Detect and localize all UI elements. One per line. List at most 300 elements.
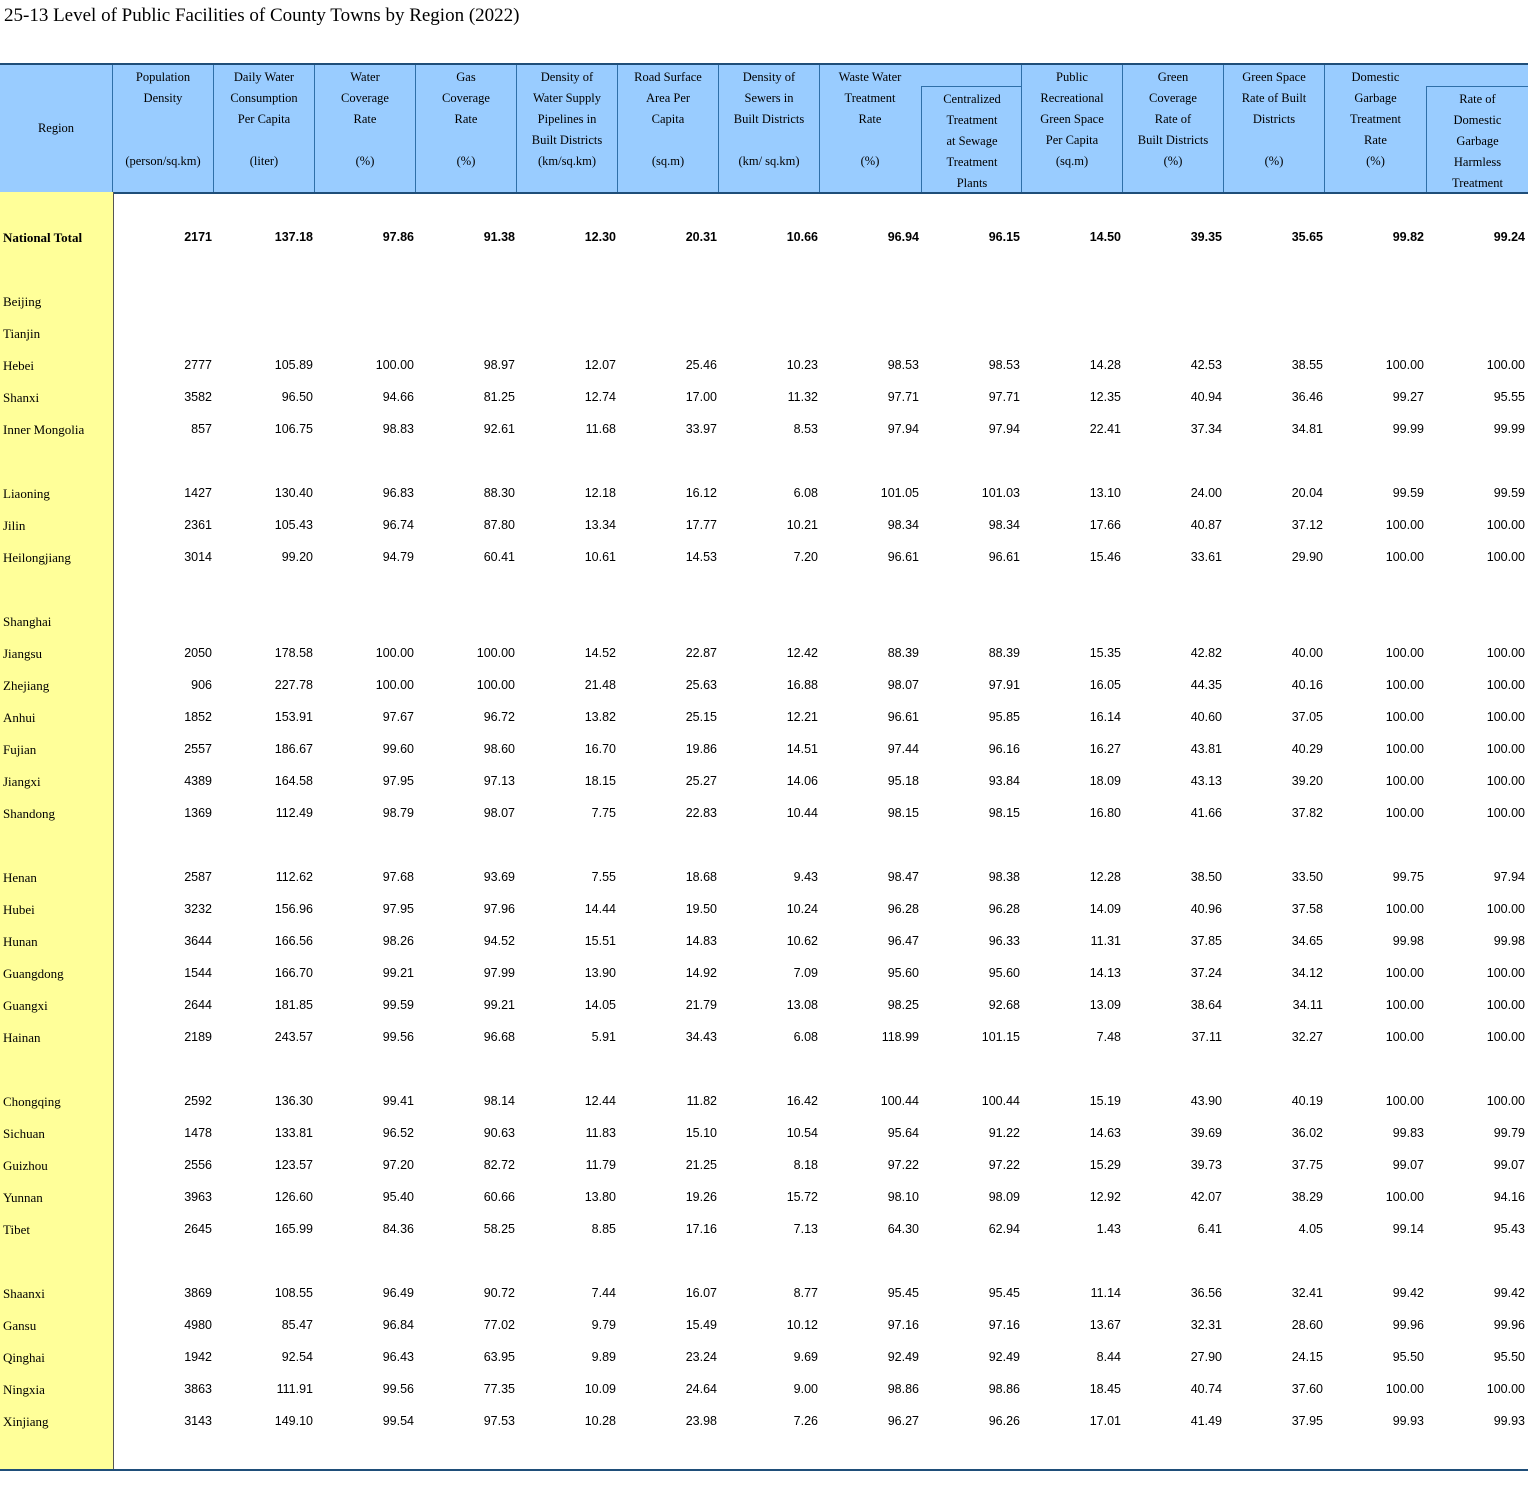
table-cell: 97.71 <box>988 390 1020 404</box>
table-cell: 227.78 <box>274 678 313 692</box>
table-row <box>0 1092 1528 1112</box>
header-col-unit: (%) <box>1264 154 1284 168</box>
table-row <box>0 1124 1528 1144</box>
table-cell: 137.18 <box>274 230 313 244</box>
table-cell: 12.42 <box>786 646 818 660</box>
table-cell: 34.12 <box>1291 966 1323 980</box>
table-cell: 15.10 <box>685 1126 717 1140</box>
table-cell: 98.34 <box>988 518 1020 532</box>
table-row <box>0 388 1528 408</box>
table-cell: 10.66 <box>786 230 818 244</box>
table-cell: 39.69 <box>1190 1126 1222 1140</box>
table-cell: 96.74 <box>382 518 414 532</box>
row-region-label: Fujian <box>3 742 37 757</box>
header-col-line: Gas <box>456 70 476 84</box>
table-cell: 100.00 <box>1385 550 1424 564</box>
table-cell: 100.00 <box>1385 742 1424 756</box>
table-cell: 11.14 <box>1090 1286 1121 1300</box>
table-cell: 37.95 <box>1291 1414 1323 1428</box>
row-region-label: Hubei <box>3 902 35 917</box>
table-cell: 149.10 <box>274 1414 313 1428</box>
header-col-5 <box>517 65 618 192</box>
table-cell: 100.00 <box>375 646 414 660</box>
table-cell: 36.56 <box>1190 1286 1222 1300</box>
table-cell: 97.95 <box>382 902 414 916</box>
table-row <box>0 900 1528 920</box>
header-col-line: Consumption <box>230 91 298 105</box>
table-cell: 126.60 <box>274 1190 313 1204</box>
table-cell: 97.95 <box>382 774 414 788</box>
header-col-label <box>1123 67 1223 151</box>
table-cell: 40.94 <box>1190 390 1222 404</box>
table-cell: 100.00 <box>1486 966 1525 980</box>
table-cell: 97.22 <box>887 1158 919 1172</box>
table-cell: 93.84 <box>988 774 1020 788</box>
table-row <box>0 420 1528 440</box>
table-cell: 40.16 <box>1291 678 1323 692</box>
header-col-line: Built Districts <box>1137 133 1209 147</box>
table-cell: 96.15 <box>988 230 1020 244</box>
table-cell: 9.79 <box>591 1318 616 1332</box>
table-cell: 97.94 <box>887 422 919 436</box>
table-cell: 98.34 <box>887 518 919 532</box>
table-cell: 100.00 <box>1385 806 1424 820</box>
table-cell: 166.56 <box>274 934 313 948</box>
header-col-1 <box>113 65 214 192</box>
header-col-line: Waste Water <box>838 70 902 84</box>
table-cell: 15.49 <box>685 1318 717 1332</box>
table-cell: 243.57 <box>274 1030 313 1044</box>
table-cell: 41.49 <box>1190 1414 1222 1428</box>
table-cell: 18.15 <box>584 774 616 788</box>
table-cell: 12.21 <box>786 710 818 724</box>
table-cell: 19.26 <box>685 1190 717 1204</box>
table-cell: 15.19 <box>1089 1094 1121 1108</box>
table-row <box>0 772 1528 792</box>
table-cell: 64.30 <box>887 1222 919 1236</box>
table-cell: 95.45 <box>988 1286 1020 1300</box>
header-col-label <box>113 67 213 109</box>
table-cell: 100.00 <box>1486 646 1525 660</box>
table-cell: 11.79 <box>585 1158 616 1172</box>
table-row <box>0 292 1528 312</box>
table-cell: 10.54 <box>786 1126 818 1140</box>
table-cell: 12.07 <box>584 358 616 372</box>
table-cell: 99.93 <box>1493 1414 1525 1428</box>
table-cell: 14.50 <box>1089 230 1121 244</box>
table-cell: 99.82 <box>1392 230 1424 244</box>
table-cell: 95.45 <box>887 1286 919 1300</box>
table-cell: 98.15 <box>887 806 919 820</box>
table-cell: 123.57 <box>274 1158 313 1172</box>
table-cell: 7.44 <box>591 1286 616 1300</box>
table-row <box>0 1220 1528 1240</box>
table-cell: 10.28 <box>584 1414 616 1428</box>
header-col-7 <box>719 65 820 192</box>
table-cell: 105.89 <box>274 358 313 372</box>
table-cell: 35.65 <box>1291 230 1323 244</box>
table-row <box>0 612 1528 632</box>
header-col-line: Per Capita <box>1045 133 1099 147</box>
table-cell: 99.99 <box>1493 422 1525 436</box>
row-region-label: National Total <box>3 230 83 245</box>
header-sub-centralized-label <box>922 89 1022 194</box>
table-cell: 112.49 <box>275 806 313 820</box>
table-cell: 25.15 <box>685 710 717 724</box>
header-col-label <box>1022 67 1122 151</box>
table-cell: 92.49 <box>988 1350 1020 1364</box>
table-cell: 101.15 <box>981 1030 1020 1044</box>
row-region-label: Jiangsu <box>3 646 42 661</box>
row-region-label: Shanghai <box>3 614 52 629</box>
table-cell: 97.16 <box>988 1318 1020 1332</box>
table-cell: 42.53 <box>1190 358 1222 372</box>
table-cell: 34.65 <box>1291 934 1323 948</box>
table-cell: 12.28 <box>1089 870 1121 884</box>
table-cell: 6.41 <box>1197 1222 1222 1236</box>
table-row <box>0 356 1528 376</box>
table-cell: 100.00 <box>1486 1382 1525 1396</box>
table-cell: 40.96 <box>1190 902 1222 916</box>
table-cell: 99.75 <box>1392 870 1424 884</box>
header-col-line: Coverage <box>442 91 490 105</box>
header-col-line: Rate <box>858 112 882 126</box>
table-cell: 24.15 <box>1291 1350 1323 1364</box>
table-cell: 9.00 <box>793 1382 818 1396</box>
header-col-line: Sewers in <box>744 91 794 105</box>
row-region-label: Shaanxi <box>3 1286 45 1301</box>
table-cell: 92.68 <box>988 998 1020 1012</box>
table-cell: 60.66 <box>483 1190 515 1204</box>
table-cell: 98.97 <box>483 358 515 372</box>
table-cell: 3014 <box>184 550 212 564</box>
table-cell: 99.07 <box>1392 1158 1424 1172</box>
table-cell: 13.67 <box>1089 1318 1121 1332</box>
table-cell: 4.05 <box>1298 1222 1323 1236</box>
table-cell: 21.25 <box>685 1158 717 1172</box>
table-cell: 2556 <box>184 1158 212 1172</box>
table-cell: 96.68 <box>483 1030 515 1044</box>
table-cell: 99.21 <box>483 998 515 1012</box>
table-cell: 98.09 <box>988 1190 1020 1204</box>
table-cell: 98.86 <box>988 1382 1020 1396</box>
table-row <box>0 1028 1528 1048</box>
table-cell: 34.11 <box>1292 998 1323 1012</box>
table-cell: 100.00 <box>375 358 414 372</box>
row-region-label: Anhui <box>3 710 36 725</box>
table-cell: 98.60 <box>483 742 515 756</box>
header-col-line: Green Space <box>1242 70 1306 84</box>
table-cell: 906 <box>191 678 212 692</box>
table-cell: 88.30 <box>483 486 515 500</box>
header-col-line: Road Surface <box>634 70 702 84</box>
table-cell: 22.87 <box>685 646 717 660</box>
table-cell: 24.00 <box>1190 486 1222 500</box>
table-cell: 108.55 <box>274 1286 313 1300</box>
table-cell: 7.55 <box>591 870 616 884</box>
table-cell: 95.43 <box>1493 1222 1525 1236</box>
header-col-line: Built Districts <box>733 112 805 126</box>
table-cell: 7.48 <box>1096 1030 1121 1044</box>
header-col-label <box>719 67 819 130</box>
table-cell: 100.00 <box>1385 1030 1424 1044</box>
header-col-line: Area Per <box>645 91 691 105</box>
table-cell: 101.05 <box>880 486 919 500</box>
table-cell: 100.00 <box>1486 998 1525 1012</box>
table-cell: 40.60 <box>1190 710 1222 724</box>
table-cell: 100.00 <box>1385 1190 1424 1204</box>
table-cell: 96.49 <box>382 1286 414 1300</box>
row-region-label: Ningxia <box>3 1382 45 1397</box>
table-cell: 88.39 <box>988 646 1020 660</box>
header-col-unit: (%) <box>355 154 375 168</box>
header-col-line: Water <box>350 70 380 84</box>
table-cell: 99.96 <box>1493 1318 1525 1332</box>
table-cell: 42.07 <box>1190 1190 1222 1204</box>
table-cell: 25.63 <box>685 678 717 692</box>
header-sub-centralized-line: Plants <box>956 176 988 190</box>
table-cell: 16.05 <box>1089 678 1121 692</box>
table-row <box>0 228 1528 248</box>
table-cell: 77.35 <box>483 1382 515 1396</box>
table-cell: 99.99 <box>1392 422 1424 436</box>
table-cell: 38.50 <box>1190 870 1222 884</box>
table-cell: 40.00 <box>1291 646 1323 660</box>
table-row <box>0 964 1528 984</box>
table-cell: 2171 <box>184 230 212 244</box>
table-cell: 13.08 <box>786 998 818 1012</box>
row-region-label: Jilin <box>3 518 26 533</box>
header-col-unit: (sq.m) <box>651 154 685 168</box>
table-cell: 178.58 <box>274 646 313 660</box>
table-cell: 37.24 <box>1190 966 1222 980</box>
table-cell: 98.15 <box>988 806 1020 820</box>
table-cell: 5.91 <box>591 1030 616 1044</box>
header-sub-harmless-line: Treatment <box>1452 176 1503 190</box>
header-col-line: Daily Water <box>233 70 295 84</box>
table-cell: 94.79 <box>382 550 414 564</box>
table-cell: 3143 <box>184 1414 212 1428</box>
table-cell: 18.09 <box>1089 774 1121 788</box>
table-cell: 99.56 <box>382 1382 414 1396</box>
table-cell: 8.85 <box>591 1222 616 1236</box>
table-cell: 96.47 <box>887 934 919 948</box>
header-col-line: Rate <box>353 112 377 126</box>
table-cell: 99.20 <box>281 550 313 564</box>
table-cell: 100.00 <box>1385 646 1424 660</box>
table-cell: 2361 <box>184 518 212 532</box>
header-col-line: Water Supply <box>532 91 602 105</box>
table-row <box>0 1412 1528 1432</box>
table-cell: 34.81 <box>1291 422 1323 436</box>
table-cell: 95.64 <box>887 1126 919 1140</box>
table-cell: 14.51 <box>786 742 818 756</box>
table-cell: 100.00 <box>1486 902 1525 916</box>
table-cell: 98.10 <box>887 1190 919 1204</box>
table-cell: 92.54 <box>281 1350 313 1364</box>
table-cell: 4980 <box>184 1318 212 1332</box>
table-cell: 13.80 <box>584 1190 616 1204</box>
table-cell: 28.60 <box>1291 1318 1323 1332</box>
row-region-label: Guangxi <box>3 998 48 1013</box>
table-cell: 17.01 <box>1089 1414 1121 1428</box>
table-cell: 112.62 <box>275 870 313 884</box>
row-region-label: Tianjin <box>3 326 41 341</box>
table-cell: 87.80 <box>483 518 515 532</box>
header-col-line: Districts <box>1252 112 1296 126</box>
table-row <box>0 1156 1528 1176</box>
table-cell: 37.58 <box>1291 902 1323 916</box>
table-cell: 97.16 <box>887 1318 919 1332</box>
table-cell: 94.16 <box>1493 1190 1525 1204</box>
table-cell: 99.93 <box>1392 1414 1424 1428</box>
table-cell: 100.00 <box>1486 1030 1525 1044</box>
table-cell: 40.87 <box>1190 518 1222 532</box>
table-cell: 111.91 <box>276 1382 313 1396</box>
table-cell: 98.86 <box>887 1382 919 1396</box>
header-col-line: Green Space <box>1040 112 1104 126</box>
header-col-4 <box>416 65 517 192</box>
table-row <box>0 1316 1528 1336</box>
table-cell: 96.16 <box>988 742 1020 756</box>
table-cell: 38.64 <box>1190 998 1222 1012</box>
table-cell: 97.91 <box>988 678 1020 692</box>
table-cell: 11.32 <box>787 390 818 404</box>
table-cell: 10.62 <box>786 934 818 948</box>
table-cell: 33.97 <box>685 422 717 436</box>
table-cell: 2592 <box>184 1094 212 1108</box>
table-cell: 96.72 <box>483 710 515 724</box>
table-cell: 100.00 <box>476 646 515 660</box>
table-cell: 98.53 <box>887 358 919 372</box>
table-cell: 11.83 <box>585 1126 616 1140</box>
table-cell: 100.44 <box>880 1094 919 1108</box>
table-cell: 97.53 <box>483 1414 515 1428</box>
table-cell: 100.00 <box>1385 358 1424 372</box>
table-cell: 10.61 <box>584 550 616 564</box>
header-col-label <box>517 67 617 151</box>
table-cell: 7.13 <box>793 1222 818 1236</box>
header-col-line: Green <box>1157 70 1189 84</box>
table-cell: 98.47 <box>887 870 919 884</box>
table-cell: 100.00 <box>476 678 515 692</box>
table-header <box>0 63 1528 194</box>
table-cell: 99.24 <box>1493 230 1525 244</box>
table-cell: 98.26 <box>382 934 414 948</box>
table-row <box>0 1348 1528 1368</box>
table-cell: 92.49 <box>887 1350 919 1364</box>
table-cell: 100.44 <box>981 1094 1020 1108</box>
row-region-label: Chongqing <box>3 1094 61 1109</box>
header-col-line: Pipelines in <box>537 112 597 126</box>
table-cell: 92.61 <box>483 422 515 436</box>
table-cell: 99.07 <box>1493 1158 1525 1172</box>
table-cell: 99.83 <box>1392 1126 1424 1140</box>
table-cell: 14.05 <box>584 998 616 1012</box>
header-sub-harmless <box>1426 86 1528 192</box>
row-region-label: Guangdong <box>3 966 64 981</box>
table-cell: 99.56 <box>382 1030 414 1044</box>
table-cell: 40.74 <box>1190 1382 1222 1396</box>
table-cell: 3232 <box>184 902 212 916</box>
table-cell: 43.90 <box>1190 1094 1222 1108</box>
table-cell: 1478 <box>184 1126 212 1140</box>
table-cell: 32.41 <box>1291 1286 1323 1300</box>
table-cell: 1.43 <box>1096 1222 1121 1236</box>
table-cell: 62.94 <box>988 1222 1020 1236</box>
header-col-unit: (%) <box>456 154 476 168</box>
table-row <box>0 324 1528 344</box>
table-cell: 63.95 <box>483 1350 515 1364</box>
table-cell: 99.21 <box>382 966 414 980</box>
table-cell: 100.00 <box>1385 998 1424 1012</box>
table-cell: 98.83 <box>382 422 414 436</box>
table-cell: 8.53 <box>793 422 818 436</box>
row-region-label: Tibet <box>3 1222 30 1237</box>
table-cell: 130.40 <box>274 486 313 500</box>
header-col-unit: (sq.m) <box>1055 154 1089 168</box>
table-cell: 82.72 <box>483 1158 515 1172</box>
table-cell: 3582 <box>184 390 212 404</box>
table-cell: 9.43 <box>793 870 818 884</box>
table-cell: 100.00 <box>1385 1382 1424 1396</box>
table-cell: 10.23 <box>786 358 818 372</box>
table-cell: 7.20 <box>793 550 818 564</box>
table-cell: 96.27 <box>887 1414 919 1428</box>
table-cell: 99.42 <box>1392 1286 1424 1300</box>
table-cell: 15.35 <box>1089 646 1121 660</box>
table-cell: 43.81 <box>1190 742 1222 756</box>
table-cell: 2587 <box>184 870 212 884</box>
table-cell: 16.42 <box>786 1094 818 1108</box>
table-cell: 20.31 <box>685 230 717 244</box>
table-cell: 2189 <box>184 1030 212 1044</box>
table-cell: 33.61 <box>1190 550 1222 564</box>
row-region-label: Shandong <box>3 806 55 821</box>
table-cell: 99.14 <box>1392 1222 1424 1236</box>
table-cell: 100.00 <box>1486 774 1525 788</box>
table-cell: 10.21 <box>786 518 818 532</box>
table-cell: 84.36 <box>382 1222 414 1236</box>
header-col-unit: (km/sq.km) <box>538 154 596 168</box>
table-cell: 13.10 <box>1089 486 1121 500</box>
table-cell: 33.50 <box>1291 870 1323 884</box>
table-cell: 100.00 <box>1486 710 1525 724</box>
row-region-label: Hebei <box>3 358 35 373</box>
table-cell: 38.55 <box>1291 358 1323 372</box>
table-cell: 85.47 <box>281 1318 313 1332</box>
table-cell: 165.99 <box>274 1222 313 1236</box>
table-cell: 98.14 <box>483 1094 515 1108</box>
header-sub-harmless-label <box>1427 89 1528 194</box>
table-cell: 1852 <box>184 710 212 724</box>
table-cell: 29.90 <box>1291 550 1323 564</box>
table-cell: 100.00 <box>1385 678 1424 692</box>
table-cell: 37.82 <box>1291 806 1323 820</box>
table-row <box>0 932 1528 952</box>
table-cell: 96.61 <box>887 550 919 564</box>
header-col-unit: (%) <box>860 154 880 168</box>
table-cell: 100.00 <box>1385 966 1424 980</box>
header-col-line: Population <box>135 70 191 84</box>
table-cell: 17.77 <box>685 518 717 532</box>
table-cell: 95.60 <box>887 966 919 980</box>
table-cell: 40.29 <box>1291 742 1323 756</box>
table-cell: 90.72 <box>483 1286 515 1300</box>
header-sub-centralized-line: Treatment <box>946 155 998 169</box>
table-cell: 10.44 <box>786 806 818 820</box>
table-cell: 42.82 <box>1190 646 1222 660</box>
